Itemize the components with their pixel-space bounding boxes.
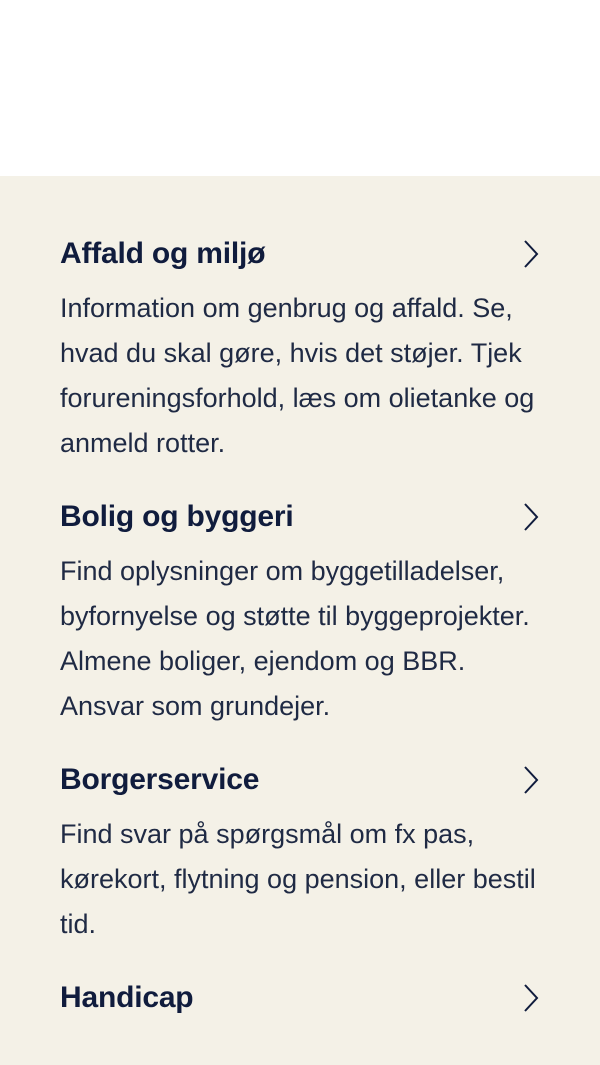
chevron-right-icon — [522, 765, 540, 795]
topic-header — [60, 976, 540, 1020]
topic-handicap[interactable] — [0, 976, 600, 1020]
topic-description: Find oplysninger om byggetilladelser, byfornyelse og støtte til byggeprojekter. Almene boliger, ejendom og BBR. Ansvar som grundejer. — [60, 556, 530, 721]
topic-title: Bolig og byggeri — [60, 500, 294, 533]
topic-bolig-og-byggeri[interactable] — [0, 495, 600, 729]
topic-header — [60, 758, 540, 802]
topic-title: Affald og miljø — [60, 237, 266, 270]
topic-borgerservice[interactable] — [0, 758, 600, 947]
chevron-right-icon — [522, 239, 540, 269]
topic-description: Find svar på spørgsmål om fx pas, kørekort, flytning og pension, eller bestil tid. — [60, 819, 536, 939]
chevron-right-icon — [522, 983, 540, 1013]
topic-title: Handicap — [60, 981, 194, 1014]
topic-title: Borgerservice — [60, 763, 260, 796]
topic-header — [60, 495, 540, 539]
topic-list — [0, 176, 600, 1065]
topic-affald-og-miljo[interactable] — [0, 232, 600, 466]
header-spacer — [0, 0, 600, 176]
topic-description: Information om genbrug og affald. Se, hvad du skal gøre, hvis det støjer. Tjek forureningsforhold, læs om olietanke og anmeld rotter. — [60, 293, 535, 458]
topic-header — [60, 232, 540, 276]
chevron-right-icon — [522, 502, 540, 532]
